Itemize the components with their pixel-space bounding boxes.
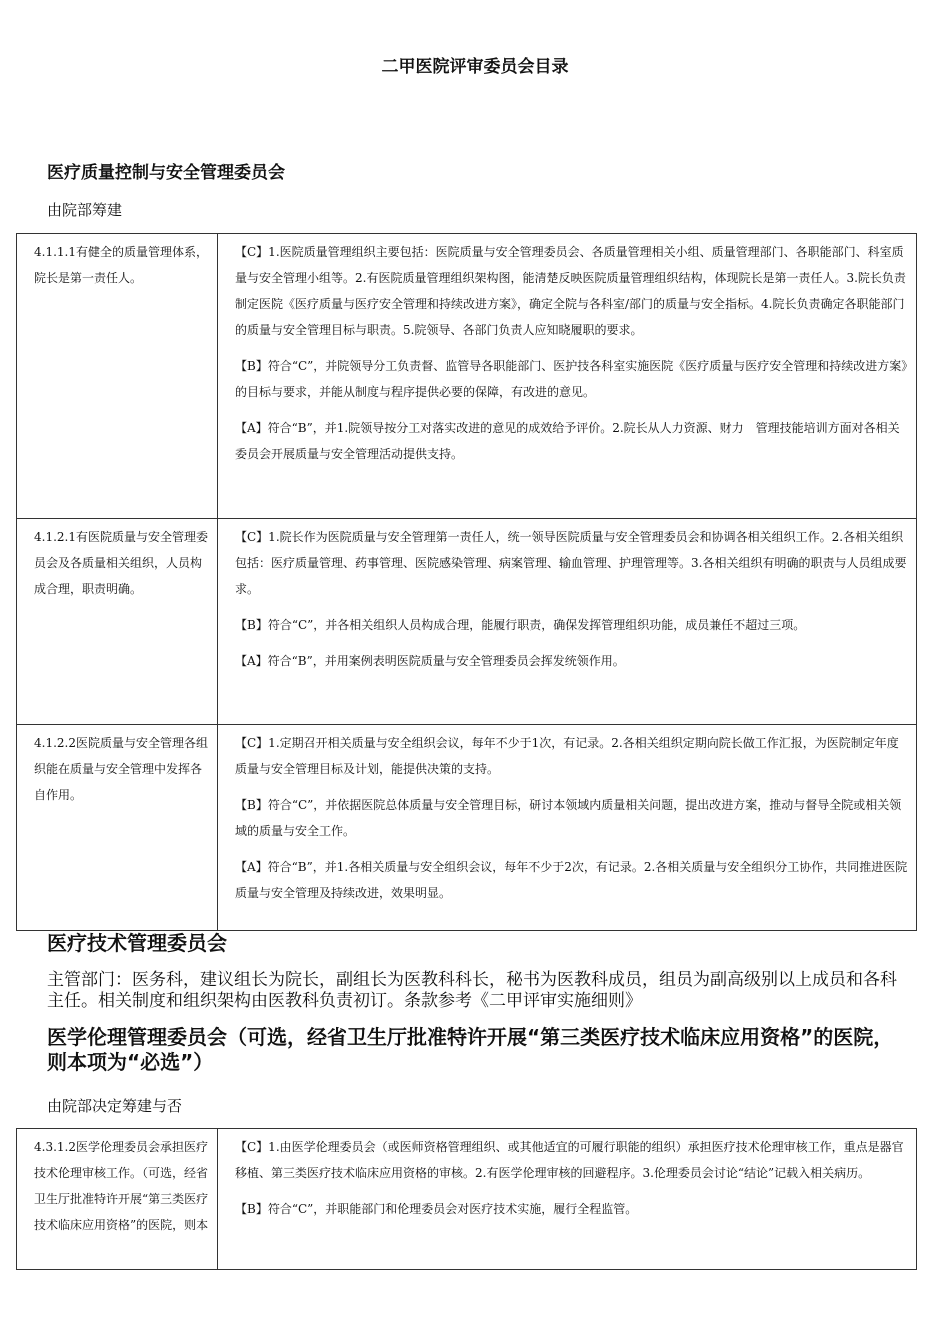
criteria-b: 【B】符合“C”，并职能部门和伦理委员会对医疗技术实施，履行全程监管。 xyxy=(235,1202,638,1216)
criteria-b: 【B】符合“C”，并院领导分工负责督、监管导各职能部门、医护技各科室实施医院《医疗质量与医疗安全管理和持续改进方案》的目标与要求，并能从制度与程序提供必要的保障，有改进的意见。 xyxy=(235,359,908,399)
criteria-a: 【A】符合“B”，并用案例表明医院质量与安全管理委员会挥发统领作用。 xyxy=(235,654,625,668)
standard-cell: 4.1.1.1有健全的质量管理体系，院长是第一责任人。 xyxy=(17,234,218,519)
criteria-cell xyxy=(218,234,917,519)
page-title: 二甲医院评审委员会目录 xyxy=(381,57,569,77)
criteria-cell xyxy=(218,725,917,931)
criteria-cell xyxy=(218,519,917,725)
section-subtitle-ethics: 由院部决定筹建与否 xyxy=(47,1097,183,1115)
criteria-a: 【A】符合“B”，并1.各相关质量与安全组织会议，每年不少于2次，有记录。2.各相关质量与安全组织分工协作，共同推进医院质量与安全管理及持续改进，效果明显。 xyxy=(235,860,908,900)
table-row xyxy=(17,519,917,725)
section-title-quality: 医疗质量控制与安全管理委员会 xyxy=(47,163,285,183)
table-row xyxy=(17,725,917,931)
standards-table-ethics xyxy=(16,1128,917,1270)
section-body-technology: 主管部门：医务科，建议组长为院长，副组长为医教科科长，秘书为医教科成员，组员为副高级别以上成员和各科主任。相关制度和组织架构由医教科负责初订。条款参考《二甲评审实施细则》 xyxy=(47,970,897,1011)
section-subtitle-quality: 由院部筹建 xyxy=(47,201,123,219)
criteria-c: 【C】1.院长作为医院质量与安全管理第一责任人，统一领导医院质量与安全管理委员会和协调各相关组织工作。2.各相关组织包括：医疗质量管理、药事管理、医院感染管理、病案管理、输血管理、护理管理等。3.各相关组织有明确的职责与人员组成要求。 xyxy=(235,530,907,596)
section-title-technology: 医疗技术管理委员会 xyxy=(47,931,227,955)
standard-cell: 4.1.2.1有医院质量与安全管理委员会及各质量相关组织，人员构成合理，职责明确。 xyxy=(17,519,218,725)
standard-text: 4.3.1.2医学伦理委员会承担医疗技术伦理审核工作。（可选，经省卫生厅批准特许开展“第三类医疗技术临床应用资格”的医院，则本 xyxy=(34,1140,209,1232)
standard-cell xyxy=(17,1129,218,1270)
section-title-ethics: 医学伦理管理委员会（可选，经省卫生厅批准特许开展“第三类医疗技术临床应用资格”的医院，则本项为“必选”） xyxy=(47,1025,894,1074)
table-row xyxy=(17,1129,917,1270)
criteria-cell xyxy=(218,1129,917,1270)
criteria-a: 【A】符合“B”，并1.院领导按分工对落实改进的意见的成效给予评价。2.院长从人力资源、财力 管理技能培训方面对各相关委员会开展质量与安全管理活动提供支持。 xyxy=(235,421,900,461)
criteria-c: 【C】1.定期召开相关质量与安全组织会议，每年不少于1次，有记录。2.各相关组织定期向院长做工作汇报，为医院制定年度质量与安全管理目标及计划，能提供决策的支持。 xyxy=(235,736,899,776)
standard-cell: 4.1.2.2医院质量与安全管理各组织能在质量与安全管理中发挥各自作用。 xyxy=(17,725,218,931)
table-row xyxy=(17,234,917,519)
standards-table-quality xyxy=(16,233,917,931)
criteria-c: 【C】1.由医学伦理委员会（或医师资格管理组织、或其他适宜的可履行职能的组织）承担医疗技术伦理审核工作，重点是器官移植、第三类医疗技术临床应用资格的审核。2.有医学伦理审核的回避程序。3.伦理委员会讨论“结论”记载入相关病历。 xyxy=(235,1140,904,1180)
criteria-b: 【B】符合“C”，并各相关组织人员构成合理，能履行职责，确保发挥管理组织功能，成员兼任不超过三项。 xyxy=(235,618,806,632)
criteria-b: 【B】符合“C”，并依据医院总体质量与安全管理目标，研讨本领域内质量相关问题，提出改进方案，推动与督导全院或相关领域的质量与安全工作。 xyxy=(235,798,902,838)
criteria-c: 【C】1.医院质量管理组织主要包括：医院质量与安全管理委员会、各质量管理相关小组、质量管理部门、各职能部门、科室质量与安全管理小组等。2.有医院质量管理组织架构图，能清楚反映医院质量管理组织结构，体现院长是第一责任人。3.院长负责制定医院《医疗质量与医疗安全管理和持续改进方案》，确定全院与各科室/部门的质量与安全指标。4.院长负责确定各职能部门的质量与安全管理目标与职责。5.院领导、各部门负责人应知晓履职的要求。 xyxy=(235,245,906,337)
